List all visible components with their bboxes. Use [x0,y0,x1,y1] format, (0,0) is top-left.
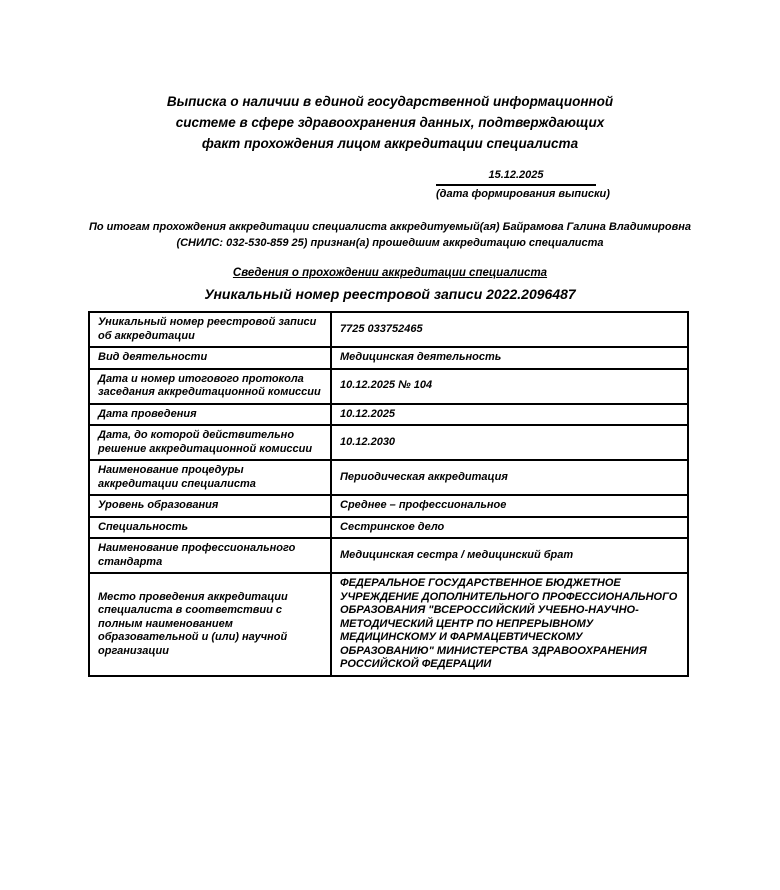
table-row [89,495,688,517]
row-value: Среднее – профессиональное [331,495,688,517]
row-value: Сестринское дело [331,517,688,539]
accreditation-details-table [88,311,689,677]
row-label: Специальность [89,517,331,539]
row-value: 10.12.2030 [331,425,688,460]
row-value: Медицинская деятельность [331,347,688,369]
row-label: Наименование процедуры аккредитации специалиста [89,460,331,495]
row-label: Наименование профессионального стандарта [89,538,331,573]
row-value: ФЕДЕРАЛЬНОЕ ГОСУДАРСТВЕННОЕ БЮДЖЕТНОЕ УЧРЕЖДЕНИЕ ДОПОЛНИТЕЛЬНОГО ПРОФЕССИОНАЛЬНОГО ОБРАЗОВАНИЯ "ВСЕРОССИЙСКИЙ УЧЕБНО-НАУЧНО-МЕТОДИЧЕСКИЙ ЦЕНТР ПО НЕПРЕРЫВНОМУ МЕДИЦИНСКОМУ И ФАРМАЦЕВТИЧЕСКОМУ ОБРАЗОВАНИЮ" МИНИСТЕРСТВА ЗДРАВООХРАНЕНИЯ РОССИЙСКОЙ ФЕДЕРАЦИИ [331,573,688,676]
table-row [89,573,688,676]
accreditation-table-body [89,312,688,676]
row-label: Дата проведения [89,404,331,426]
formation-date-block [436,168,610,201]
table-row [89,404,688,426]
table-row [89,312,688,347]
row-label: Уникальный номер реестровой записи об аккредитации [89,312,331,347]
row-value: Периодическая аккредитация [331,460,688,495]
accreditation-summary: По итогам прохождения аккредитации специалиста аккредитуемый(ая) Байрамова Галина Владимировна (СНИЛС: 032-530-859 25) признан(а) прошедшим аккредитацию специалиста [88,221,692,249]
table-row [89,425,688,460]
row-value: 10.12.2025 [331,404,688,426]
registry-number-heading: Уникальный номер реестровой записи 2022.2096487 [204,286,576,302]
row-label: Уровень образования [89,495,331,517]
row-label: Место проведения аккредитации специалиста в соответствии с полным наименованием образовательной и (или) научной организации [89,573,331,676]
row-label: Дата и номер итогового протокола заседания аккредитационной комиссии [89,369,331,404]
row-value: 7725 033752465 [331,312,688,347]
formation-date-caption: (дата формирования выписки) [436,188,610,200]
formation-date: 15.12.2025 [436,168,596,186]
table-row [89,347,688,369]
table-row [89,517,688,539]
row-value: 10.12.2025 № 104 [331,369,688,404]
row-label: Вид деятельности [89,347,331,369]
document-title: Выписка о наличии в единой государственной информационной системе в сфере здравоохранения данных, подтверждающих факт прохождения лицом аккредитации специалиста [166,94,614,151]
section-heading: Сведения о прохождении аккредитации специалиста [232,267,548,279]
table-row [89,369,688,404]
row-label: Дата, до которой действительно решение аккредитационной комиссии [89,425,331,460]
row-value: Медицинская сестра / медицинский брат [331,538,688,573]
table-row [89,538,688,573]
table-row [89,460,688,495]
